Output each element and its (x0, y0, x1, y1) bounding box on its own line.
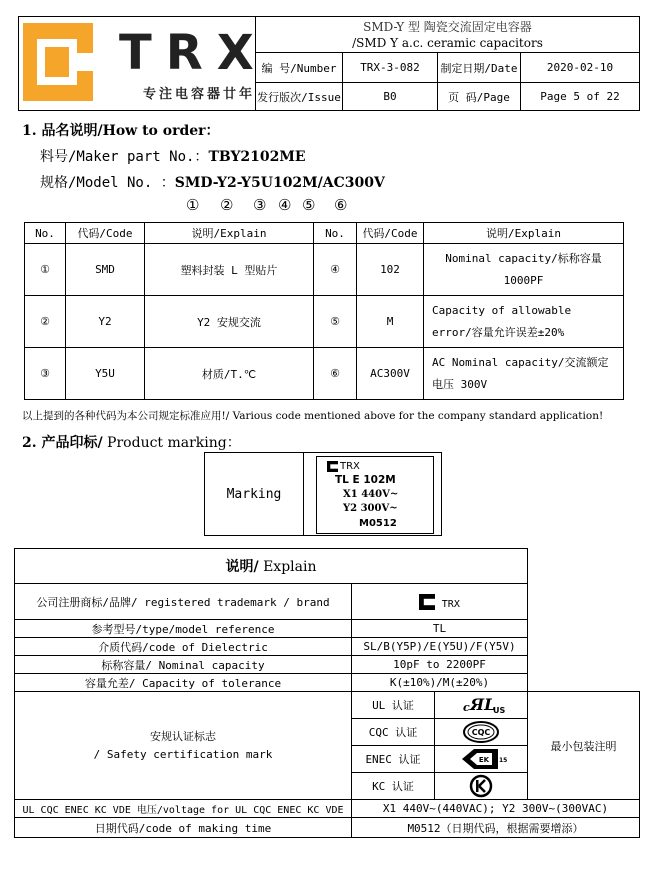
row-value: K(±10%)/M(±20%) (352, 674, 528, 692)
safety-label (15, 692, 352, 800)
marker-5: ⑤ (302, 196, 316, 214)
row-explain-2: Nominal capacity/标称容量 1000PF (424, 244, 624, 296)
explain-title-cn: 说明/ (225, 559, 259, 575)
issue-label: 发行版次/Issue (256, 83, 343, 111)
date-label: 制定日期/Date (438, 53, 521, 83)
marker-4: ④ (278, 196, 292, 214)
row-code: Y5U (66, 348, 145, 400)
svg-text:ЯL: ЯL (470, 695, 496, 714)
cert-name-cqc: CQC 认证 (352, 719, 435, 746)
cert-logo-ul-cell (435, 692, 528, 719)
row-code-2: AC300V (357, 348, 424, 400)
col-header-no-2: No. (314, 223, 357, 244)
voltage-value: X1 440V~(440VAC); Y2 300V~(300VAC) (352, 800, 640, 818)
row-value-brand (352, 584, 528, 620)
section-2-heading (22, 432, 241, 452)
trx-logo-icon (419, 594, 435, 610)
row-explain: 塑料封装 L 型贴片 (145, 244, 314, 296)
table-row (15, 656, 640, 674)
safety-label-en: / Safety certification mark (93, 747, 273, 761)
page-label: 页 码/Page (438, 83, 521, 111)
table-row (15, 692, 640, 719)
marking-line-5: M0512 (359, 518, 397, 529)
logo-text: TRX (119, 25, 268, 81)
col-header-code-2: 代码/Code (357, 223, 424, 244)
marking-label: Marking (205, 453, 304, 536)
row-label: 公司注册商标/品牌/ registered trademark / brand (15, 584, 352, 620)
row-code-2: 102 (357, 244, 424, 296)
row-no-2: ④ (314, 244, 357, 296)
cert-name-kc: KC 认证 (352, 773, 435, 800)
marking-logo-line (327, 461, 360, 472)
date-code-value: M0512（日期代码，根据需要增添） (352, 818, 640, 838)
cert-name-ul: UL 认证 (352, 692, 435, 719)
number-label: 编 号/Number (256, 53, 343, 83)
svg-text:CQC: CQC (471, 728, 491, 737)
cert-logo-enec-cell (435, 746, 528, 773)
date-value: 2020-02-10 (521, 53, 640, 83)
model-line (40, 172, 385, 192)
order-code-table (24, 222, 624, 400)
trx-logo-icon (23, 23, 93, 101)
maker-value: TBY2102ME (208, 149, 306, 165)
date-code-label: 日期代码/code of making time (15, 818, 352, 838)
table-row (15, 620, 640, 638)
row-value: 10pF to 2200PF (352, 656, 528, 674)
title-en: /SMD Y a.c. ceramic capacitors (352, 35, 543, 50)
cert-logo-kc-cell (435, 773, 528, 800)
explain-title (15, 549, 528, 584)
svg-text:c: c (463, 701, 470, 714)
marking-brand: TRX (340, 461, 360, 472)
min-pack-note: 最小包装注明 (528, 692, 640, 800)
row-label: 容量允差/ Capacity of tolerance (15, 674, 352, 692)
marker-6: ⑥ (334, 196, 348, 214)
voltage-label: UL CQC ENEC KC VDE 电压/voltage for UL CQC ENEC KC VDE (15, 800, 352, 818)
logo-slogan: 专注电容器廿年 (143, 87, 256, 102)
issue-value: B0 (343, 83, 438, 111)
row-label: 标称容量/ Nominal capacity (15, 656, 352, 674)
table-row (15, 818, 640, 838)
col-header-code: 代码/Code (66, 223, 145, 244)
trx-logo-icon (327, 461, 338, 472)
standard-note: 以上提到的各种代码为本公司规定标准应用!/ Various code mentioned above for the company standard application! (22, 410, 604, 422)
explain-table (14, 548, 640, 838)
row-label: 介质代码/code of Dielectric (15, 638, 352, 656)
table-row (25, 348, 624, 400)
kc-icon (469, 774, 493, 798)
cqc-icon (461, 720, 501, 744)
row-explain-2: AC Nominal capacity/交流额定电压 300V (424, 348, 624, 400)
brand-value: TRX (441, 598, 460, 610)
svg-text:EK: EK (478, 756, 490, 764)
table-row (15, 800, 640, 818)
marking-sample (316, 456, 434, 534)
document-title (256, 17, 640, 53)
maker-part-line (40, 146, 306, 166)
model-value: SMD-Y2-Y5U102M/AC300V (174, 175, 385, 191)
row-no: ① (25, 244, 66, 296)
cert-name-enec: ENEC 认证 (352, 746, 435, 773)
number-value: TRX-3-082 (343, 53, 438, 83)
table-row (25, 244, 624, 296)
row-explain: 材质/T.℃ (145, 348, 314, 400)
col-header-explain-2: 说明/Explain (424, 223, 624, 244)
section-2-heading-cn: 2. 产品印标/ (22, 435, 103, 451)
title-cn: SMD-Y 型 陶瓷交流固定电容器 (363, 19, 532, 34)
company-logo-block (19, 17, 268, 111)
marker-1: ① (186, 196, 200, 214)
row-no: ③ (25, 348, 66, 400)
document-header (18, 16, 640, 111)
row-no: ② (25, 296, 66, 348)
model-label: 规格/Model No. ： (40, 175, 175, 191)
table-row (15, 584, 640, 620)
table-row (15, 638, 640, 656)
ul-icon (453, 694, 509, 716)
row-explain: Y2 安规交流 (145, 296, 314, 348)
marking-line-4: Y2 300V~ (343, 503, 398, 514)
section-2-heading-en: Product marking： (102, 435, 241, 451)
col-header-no: No. (25, 223, 66, 244)
row-label: 参考型号/type/model reference (15, 620, 352, 638)
section-1-heading: 1. 品名说明/How to order： (22, 123, 220, 139)
safety-label-cn: 安规认证标志 (150, 729, 216, 743)
row-value: TL (352, 620, 528, 638)
enec-icon (458, 747, 508, 771)
cert-logo-cqc-cell (435, 719, 528, 746)
table-row (15, 674, 640, 692)
row-code-2: M (357, 296, 424, 348)
row-code: SMD (66, 244, 145, 296)
marker-2: ② (220, 196, 234, 214)
marker-3: ③ (253, 196, 267, 214)
row-no-2: ⑤ (314, 296, 357, 348)
table-row (25, 296, 624, 348)
col-header-explain: 说明/Explain (145, 223, 314, 244)
explain-title-en: Explain (258, 559, 317, 575)
svg-text:US: US (493, 706, 506, 715)
svg-text:15: 15 (499, 757, 508, 764)
page-value: Page 5 of 22 (521, 83, 640, 111)
row-no-2: ⑥ (314, 348, 357, 400)
maker-label: 料号/Maker part No.： (40, 149, 209, 165)
marking-line-3: X1 440V~ (343, 489, 399, 500)
marking-line-2: TL E 102M (335, 474, 396, 486)
row-value: SL/B(Y5P)/E(Y5U)/F(Y5V) (352, 638, 528, 656)
row-explain-2: Capacity of allowable error/容量允许误差±20% (424, 296, 624, 348)
row-code: Y2 (66, 296, 145, 348)
